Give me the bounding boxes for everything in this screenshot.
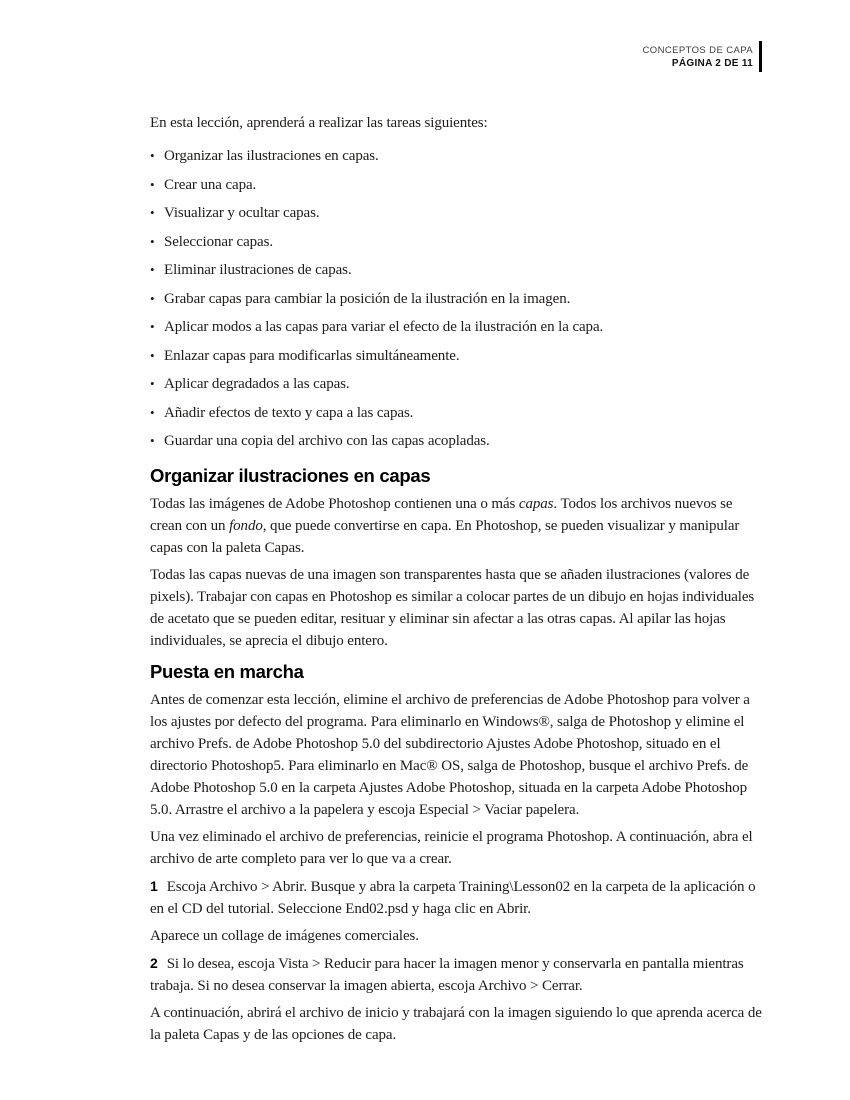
header-text — [643, 44, 753, 70]
paragraph-transparencia: Todas las capas nuevas de una imagen son transparentes hasta que se añaden ilustraciones (valores de pixels). Trabajar con capas en Photoshop es similar a colocar partes de un dibujo en hojas individuales de acetato que se pueden editar, resituar y eliminar sin afectar a las otras capas. Al apilar las hojas individuales, se aprecia el dibujo entero. — [150, 566, 755, 649]
bullet-icon: • — [150, 376, 155, 391]
chapter-title: CONCEPTOS DE CAPA — [642, 44, 753, 56]
list-item — [150, 285, 763, 314]
list-item-text: Guardar una copia del archivo con las capas acopladas. — [164, 433, 490, 449]
text-run: Todas las imágenes de Adobe Photoshop contienen una o más — [150, 495, 519, 512]
bullet-icon: • — [150, 404, 155, 420]
list-item — [150, 427, 763, 456]
list-item — [150, 171, 763, 200]
section-heading-organizar-ilustraciones: Organizar ilustraciones en capas — [150, 464, 431, 486]
list-item-text: Enlazar capas para modificarlas simultáneamente. — [164, 347, 460, 364]
list-item-text: Añadir efectos de texto y capa a las capas. — [164, 404, 414, 421]
text-run: , que puede convertirse en capa. En Photoshop, se pueden visualizar y manipular capas con la paleta Capas. — [150, 517, 740, 556]
bullet-icon: • — [150, 205, 155, 220]
list-item — [150, 228, 763, 257]
list-item-text: Seleccionar capas. — [164, 233, 273, 250]
list-item-text: Eliminar ilustraciones de capas. — [164, 262, 352, 278]
header-rule — [759, 41, 762, 72]
list-item-text: Visualizar y ocultar capas. — [164, 205, 320, 221]
intro-paragraph: En esta lección, aprenderá a realizar las tareas siguientes: — [150, 115, 488, 131]
step-2 — [150, 952, 763, 997]
section-heading-puesta-en-marcha: Puesta en marcha — [150, 660, 304, 682]
list-item-text: Aplicar modos a las capas para variar el efecto de la ilustración en la capa. — [164, 319, 604, 335]
step-1 — [150, 875, 763, 920]
paragraph-capas-intro — [150, 493, 763, 559]
step-number: 1 — [150, 877, 158, 894]
page-header — [643, 41, 762, 72]
document-body — [150, 112, 763, 1051]
list-item-text: Organizar las ilustraciones en capas. — [164, 148, 379, 164]
list-item — [150, 313, 763, 342]
bullet-icon: • — [150, 148, 155, 163]
paragraph-reinicio: Una vez eliminado el archivo de preferencias, reinicie el programa Photoshop. A continuación, abra el archivo de arte completo para ver lo que va a crear. — [150, 828, 753, 867]
bullet-icon: • — [150, 290, 155, 306]
paragraph-siguiente: A continuación, abrirá el archivo de inicio y trabajará con la imagen siguiendo lo que aprenda acerca de la paleta Capas y de las opciones de capa. — [150, 1004, 762, 1043]
step-text: Si lo desea, escoja Vista > Reducir para hacer la imagen menor y conservarla en pantalla mientras trabaja. Si no desea conservar la imagen abierta, escoja Archivo > Cerrar. — [150, 955, 744, 994]
bullet-icon: • — [150, 433, 155, 448]
step-text: Escoja Archivo > Abrir. Busque y abra la carpeta Training\Lesson02 en la carpeta de la aplicación o en el CD del tutorial. Seleccione End02.psd y haga clic en Abrir. — [150, 878, 756, 917]
list-item — [150, 342, 763, 371]
page-indicator: PÁGINA 2 DE 11 — [671, 57, 753, 69]
paragraph-collage: Aparece un collage de imágenes comerciales. — [150, 927, 419, 944]
text-run-italic: capas — [518, 495, 554, 512]
step-number: 2 — [150, 954, 158, 971]
paragraph-preferencias: Antes de comenzar esta lección, elimine el archivo de preferencias de Adobe Photoshop para volver a los ajustes por defecto del programa. Para eliminarlo en Windows®, salga de Photoshop y elimine el archivo Prefs. de Adobe Photoshop 5.0 del subdirectorio Ajustes Adobe Photoshop, situado en el directorio Photoshop5. Para eliminarlo en Mac® OS, salga de Photoshop, busque el archivo Prefs. de Adobe Photoshop 5.0 en la carpeta Ajustes Adobe Photoshop, situada en la carpeta Adobe Photoshop 5.0. Arrastre el archivo a la papelera y escoja Especial > Vaciar papelera. — [150, 691, 750, 818]
list-item — [150, 256, 763, 285]
list-item — [150, 370, 763, 399]
list-item-text: Aplicar degradados a las capas. — [164, 376, 350, 392]
list-item-text: Grabar capas para cambiar la posición de la ilustración en la imagen. — [164, 290, 571, 307]
list-item — [150, 199, 763, 228]
bullet-icon: • — [150, 319, 155, 334]
list-item — [150, 399, 763, 428]
bullet-icon: • — [150, 176, 155, 192]
text-run: . Todos los archivos nuevos se crean con un — [150, 495, 733, 534]
text-run-italic: fondo — [229, 517, 263, 534]
bullet-icon: • — [150, 233, 155, 249]
list-item — [150, 142, 763, 171]
task-list — [150, 142, 763, 456]
bullet-icon: • — [150, 262, 155, 277]
bullet-icon: • — [150, 347, 155, 363]
list-item-text: Crear una capa. — [164, 176, 257, 193]
